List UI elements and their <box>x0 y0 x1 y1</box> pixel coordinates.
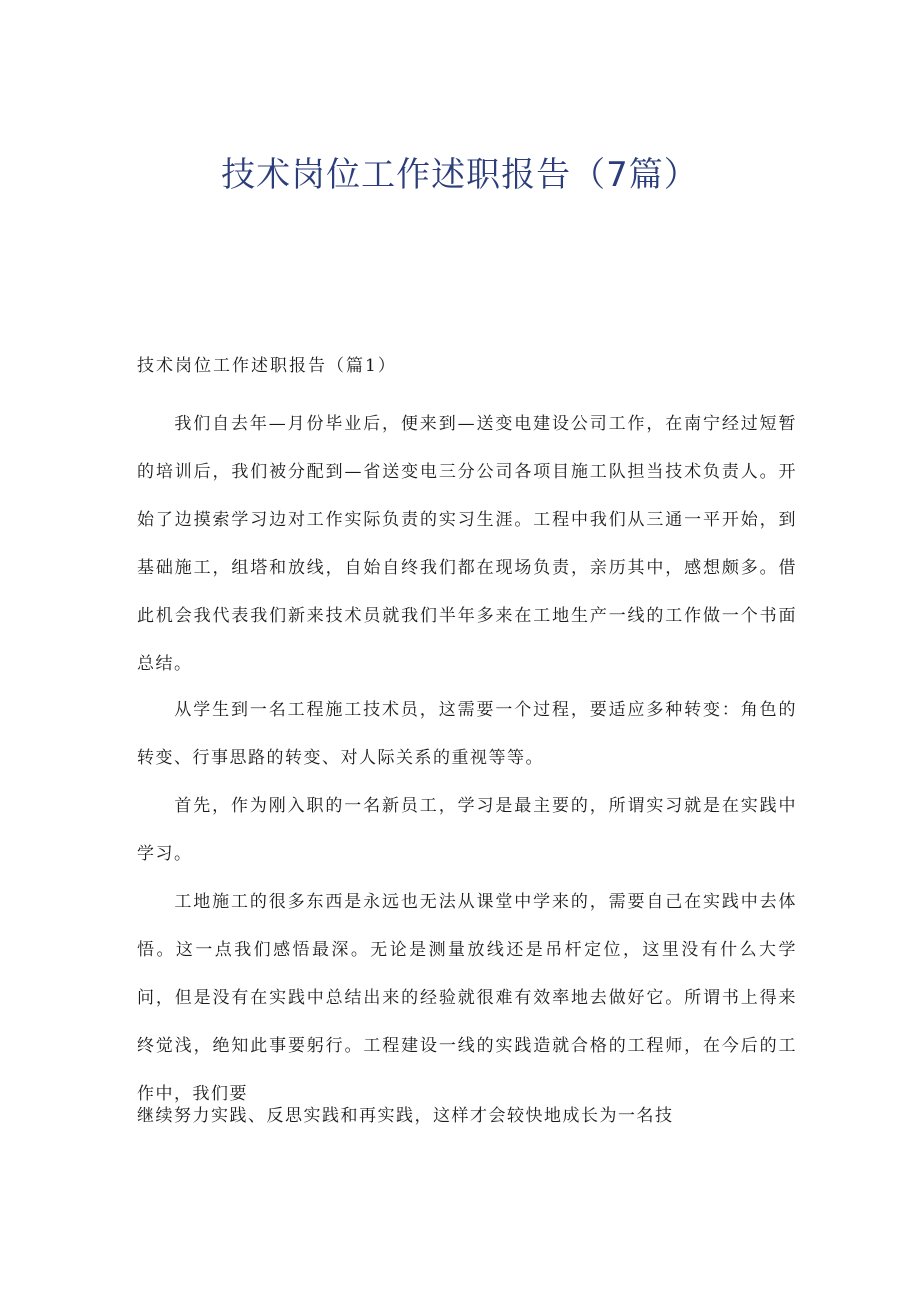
body-paragraph-continuation: 继续努力实践、反思实践和再实践，这样才会较快地成长为一名技 <box>137 1106 674 1126</box>
document-title: 技术岗位工作述职报告（7篇） <box>221 155 699 195</box>
body-paragraph: 首先，作为刚入职的一名新员工，学习是最主要的，所谓实习就是在实践中学习。 <box>137 796 797 864</box>
body-paragraph: 从学生到一名工程施工技术员，这需要一个过程，要适应多种转变：角色的转变、行事思路的转变、对人际关系的重视等等。 <box>137 700 797 768</box>
body-paragraph: 工地施工的很多东西是永远也无法从课堂中学来的，需要自己在实践中去体悟。这一点我们感悟最深。无论是测量放线还是吊杆定位，这里没有什么大学问，但是没有在实践中总结出来的经验就很难有效率地去做好它。所谓书上得来终觉浅，绝知此事要躬行。工程建设一线的实践造就合格的工程师，在今后的工作中，我们要 <box>137 892 797 1104</box>
section-heading: 技术岗位工作述职报告（篇1） <box>137 356 397 376</box>
body-paragraph: 我们自去年—月份毕业后，便来到—送变电建设公司工作，在南宁经过短暂的培训后，我们被分配到—省送变电三分公司各项目施工队担当技术负责人。开始了边摸索学习边对工作实际负责的实习生涯。工程中我们从三通一平开始，到基础施工，组塔和放线，自始自终我们都在现场负责，亲历其中，感想颇多。借此机会我代表我们新来技术员就我们半年多来在工地生产一线的工作做一个书面总结。 <box>137 414 797 674</box>
